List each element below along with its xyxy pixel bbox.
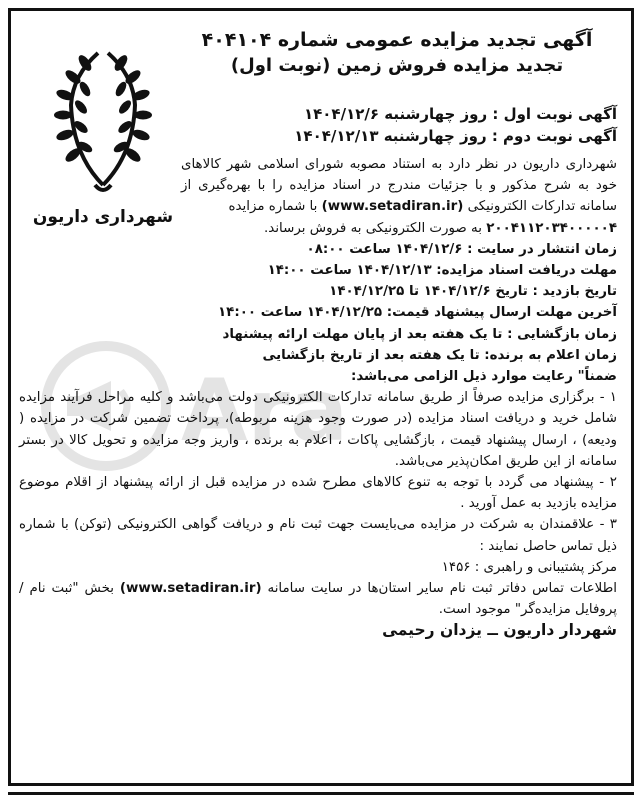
bottom-divider [8,792,634,795]
note-heading: ضمناً" رعایت موارد ذیل الزامی می‌باشد: [350,369,617,385]
auction-number: ۲۰۰۴۱۱۲۰۳۴۰۰۰۰۰۴ [486,220,617,236]
second-publication-date: آگهی نوبت دوم : روز چهارشنبه ۱۴۰۴/۱۲/۱۳ [294,127,617,145]
notice-subtitle: تجدید مزایده فروش زمین (نوبت اول) [230,55,564,76]
intro-text: شهرداری داریون در نظر دارد به استناد مصوبه شورای اسلامی شهر کالاهای خود به شرح مذکور و با جزئیات مندرج در اسناد مزایده را با بهره‌گیری از سامانه تدارکات الکترونیکی [181,157,617,215]
contact-website: (www.setadiran.ir) [119,581,262,597]
notice-header [177,27,617,78]
intro-number-line [19,218,617,239]
intro-website: (www.setadiran.ir) [321,199,464,215]
condition-item: ۱ - برگزاری مزایده صرفاً از طریق سامانه تدارکات الکترونیکی دولت می‌باشد و کلیه مراحل فرآیند مزایده شامل خرید و دریافت اسناد مزایده (در صورت وجود هزینه مربوطه)، پرداخت تضمین شرکت در مزایده ( ودیعه) ، ارسال پیشنهاد قیمت ، بازگشایی پاکات ، اعلام به برنده ، واریز وجه مزایده و تحویل کالا در بستر سامانه از این طریق امکان‌پذیر می‌باشد. [19,390,617,469]
first-publication-date: آگهی نوبت اول : روز چهارشنبه ۱۴۰۴/۱۲/۶ [303,105,617,123]
schedule-item: آخرین مهلت ارسال پیشنهاد قیمت: ۱۴۰۴/۱۲/۲۵ ساعت ۱۴:۰۰ [218,305,617,321]
contact-paragraph [19,578,617,620]
contact-tail: بخش "ثبت نام /پروفایل مزایده‌گر" موجود است. [19,581,617,618]
schedule-item: زمان اعلام به برنده: تا یک هفته بعد از تاریخ بازگشایی [262,347,617,363]
contact-text: اطلاعات تماس دفاتر ثبت نام سایر استان‌ها در سایت سامانه [267,581,617,597]
logo-caption: شهرداری داریون [32,207,174,227]
intro-end: به صورت الکترونیکی به فروش برساند. [264,220,482,236]
schedule-item: زمان انتشار در سایت : ۱۴۰۴/۱۲/۶ ساعت ۰۸:۰۰ [306,241,617,257]
condition-item: ۳ - علاقمندان به شرکت در مزایده می‌بایست جهت ثبت نام و دریافت گواهی الکترونیکی (توکن) با شماره ذیل تماس حاصل نمایند : [19,517,617,554]
intro-paragraph [181,154,617,218]
condition-item: ۲ - پیشنهاد می گردد با توجه به تنوع کالاهای مطرح شده در مزایده قبل از ارائه پیشنهاد از اقلام موضوع مزایده بازدید به عمل آورید . [19,475,617,512]
schedule-item: زمان بازگشایی : تا یک هفته بعد از پایان مهلت ارائه پیشنهاد [222,326,617,342]
intro-tail: با شماره مزایده [228,199,318,215]
support-line: مرکز پشتیبانی و راهبری : ۱۴۵۶ [441,559,617,575]
watermark-text: Ara [181,361,349,461]
notice-frame [8,8,634,786]
schedule-item: تاریخ بازدید : تاریخ ۱۴۰۴/۱۲/۶ تا ۱۴۰۴/۱۲/۲۵ [329,284,617,300]
publication-dates [177,103,617,147]
schedule-item: مهلت دریافت اسناد مزایده: ۱۴۰۴/۱۲/۱۳ ساعت ۱۴:۰۰ [267,263,617,279]
notice-title: آگهی تجدید مزایده عمومی شماره ۴۰۴۱۰۴ [201,29,593,51]
notice-body [19,154,617,642]
signature: شهردار داریون ــ یزدان رحیمی [382,621,617,640]
